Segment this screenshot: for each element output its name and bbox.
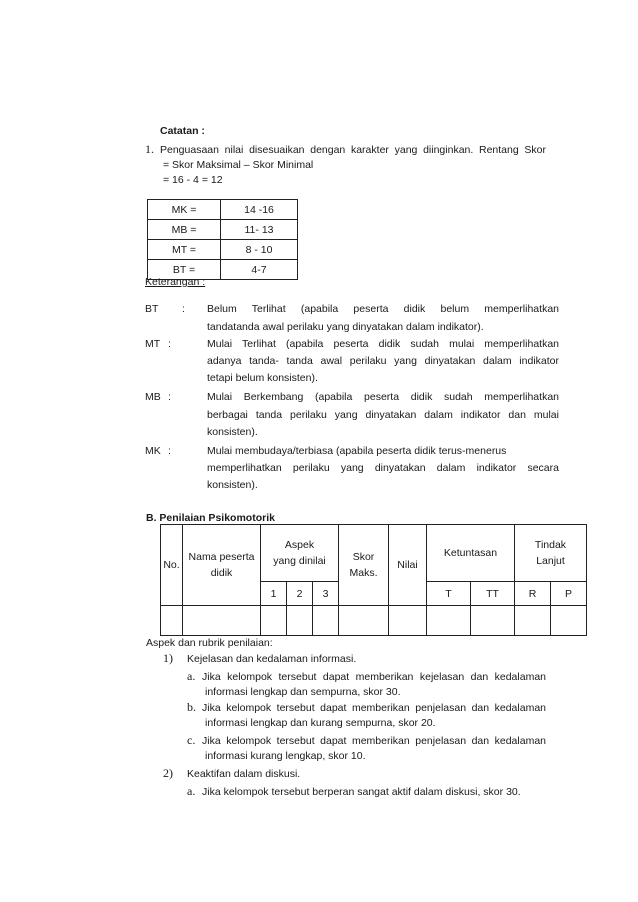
- legend-desc-line: konsisten).: [207, 426, 258, 438]
- catatan-title: Catatan :: [160, 125, 205, 137]
- header-tindak-lanjut: [515, 525, 587, 582]
- header-tindak-col: R: [515, 582, 551, 606]
- legend-desc-line: berbagai tanda perilaku yang dinyatakan dalam indikator dan mulai: [207, 409, 559, 421]
- rubrik-item-number: 1): [163, 651, 173, 665]
- legend-desc-line: adanya tanda- tanda awal perilaku yang dinyatakan dalam indikator: [207, 355, 559, 367]
- rubrik-sub-line: informasi kurang lengkap, skor 10.: [205, 750, 366, 762]
- header-ketuntasan-col: T: [427, 582, 471, 606]
- rubrik-sub-line: informasi lengkap dan kurang sempurna, skor 20.: [205, 717, 436, 729]
- table-cell: [183, 606, 261, 636]
- header-line: Aspek: [284, 539, 315, 551]
- legend-desc-line: tetapi belum konsisten).: [207, 372, 318, 384]
- rubrik-title: Aspek dan rubrik penilaian:: [146, 637, 273, 649]
- score-label: BT =: [148, 260, 221, 280]
- rubrik-sub-line: Jika kelompok tersebut dapat memberikan kejelasan dan kedalaman: [202, 671, 546, 683]
- rubrik-sub-line: Jika kelompok tersebut dapat memberikan penjelasan dan kedalaman: [202, 735, 546, 747]
- legend-desc-line: Mulai membudaya/terbiasa (apabila peserta didik terus-menerus: [207, 445, 507, 457]
- catatan-item-text: Penguasaan nilai disesuaikan dengan karakter yang diinginkan. Rentang Skor: [160, 144, 546, 156]
- legend-code-mk: MK: [145, 445, 161, 457]
- score-label: MB =: [148, 220, 221, 240]
- header-no: No.: [161, 525, 183, 606]
- rubrik-sub-letter: a.: [187, 784, 196, 798]
- table-cell: [515, 606, 551, 636]
- header-nilai: Nilai: [389, 525, 427, 606]
- header-aspek-col: 2: [287, 582, 313, 606]
- legend-separator: :: [168, 338, 171, 350]
- header-line: Maks.: [349, 567, 378, 579]
- header-line: Tindak: [534, 539, 567, 551]
- table-row: [148, 220, 298, 240]
- legend-separator: :: [168, 445, 171, 457]
- score-label: MT =: [148, 240, 221, 260]
- keterangan-title: Keterangan :: [145, 276, 206, 288]
- table-cell: [427, 606, 471, 636]
- table-cell: [471, 606, 515, 636]
- table-cell: [287, 606, 313, 636]
- score-range-table: [147, 199, 298, 280]
- table-row: [148, 240, 298, 260]
- legend-separator: :: [182, 303, 185, 315]
- rubrik-sub-letter: a.: [187, 669, 196, 683]
- legend-desc-line: Belum Terlihat (apabila peserta didik belum memperlihatkan: [207, 303, 559, 315]
- header-ketuntasan-col: TT: [471, 582, 515, 606]
- table-header-row: [161, 525, 587, 582]
- header-aspek-col: 1: [261, 582, 287, 606]
- rubrik-sub-line: Jika kelompok tersebut berperan sangat aktif dalam diskusi, skor 30.: [202, 786, 521, 798]
- score-range: 8 - 10: [221, 240, 298, 260]
- rubrik-sub-line: informasi lengkap dan sempurna, skor 30.: [205, 686, 401, 698]
- score-range: 11- 13: [221, 220, 298, 240]
- header-line: didik: [210, 567, 233, 579]
- rentang-formula: = Skor Maksimal – Skor Minimal: [163, 159, 314, 171]
- legend-separator: :: [168, 391, 171, 403]
- table-cell: [339, 606, 389, 636]
- header-line: Lanjut: [536, 555, 565, 567]
- header-line: yang dinilai: [273, 555, 326, 567]
- header-nama-peserta: [183, 525, 261, 606]
- table-cell: [261, 606, 287, 636]
- rubrik-item-text: Keaktifan dalam diskusi.: [187, 768, 301, 780]
- header-ketuntasan: Ketuntasan: [427, 525, 515, 582]
- psychomotor-assessment-table: [160, 524, 587, 636]
- legend-desc-line: tandatanda awal perilaku yang dinyatakan dalam indikator).: [207, 321, 484, 333]
- rubrik-sub-line: Jika kelompok tersebut dapat memberikan penjelasan dan kedalaman: [202, 702, 546, 714]
- catatan-item-number: 1.: [145, 142, 154, 156]
- legend-code-mt: MT: [145, 338, 161, 350]
- rubrik-sub-letter: b.: [187, 700, 196, 714]
- header-aspek: [261, 525, 339, 582]
- header-line: Nama peserta: [188, 551, 255, 563]
- score-label: MK =: [148, 200, 221, 220]
- table-row: [161, 606, 587, 636]
- score-range: 4-7: [221, 260, 298, 280]
- legend-desc-line: memperlihatkan perilaku yang dinyatakan dalam indikator secara: [207, 462, 559, 474]
- score-range: 14 -16: [221, 200, 298, 220]
- section-b-title: B. Penilaian Psikomotorik: [146, 512, 275, 524]
- table-cell: [551, 606, 587, 636]
- table-row: [148, 200, 298, 220]
- header-aspek-col: 3: [313, 582, 339, 606]
- rubrik-item-text: Kejelasan dan kedalaman informasi.: [187, 653, 357, 665]
- legend-desc-line: konsisten).: [207, 479, 258, 491]
- header-skor-maks: [339, 525, 389, 606]
- legend-desc-line: Mulai Terlihat (apabila peserta didik sudah mulai memperlihatkan: [207, 338, 559, 350]
- table-cell: [389, 606, 427, 636]
- legend-code-mb: MB: [145, 391, 161, 403]
- header-line: Skor: [352, 551, 375, 563]
- header-tindak-col: P: [551, 582, 587, 606]
- rubrik-sub-letter: c.: [187, 733, 196, 747]
- rubrik-item-number: 2): [163, 766, 173, 780]
- legend-desc-line: Mulai Berkembang (apabila peserta didik sudah memperlihatkan: [207, 391, 559, 403]
- legend-code-bt: BT: [145, 303, 159, 315]
- table-cell: [161, 606, 183, 636]
- rentang-result: = 16 - 4 = 12: [163, 174, 223, 186]
- table-cell: [313, 606, 339, 636]
